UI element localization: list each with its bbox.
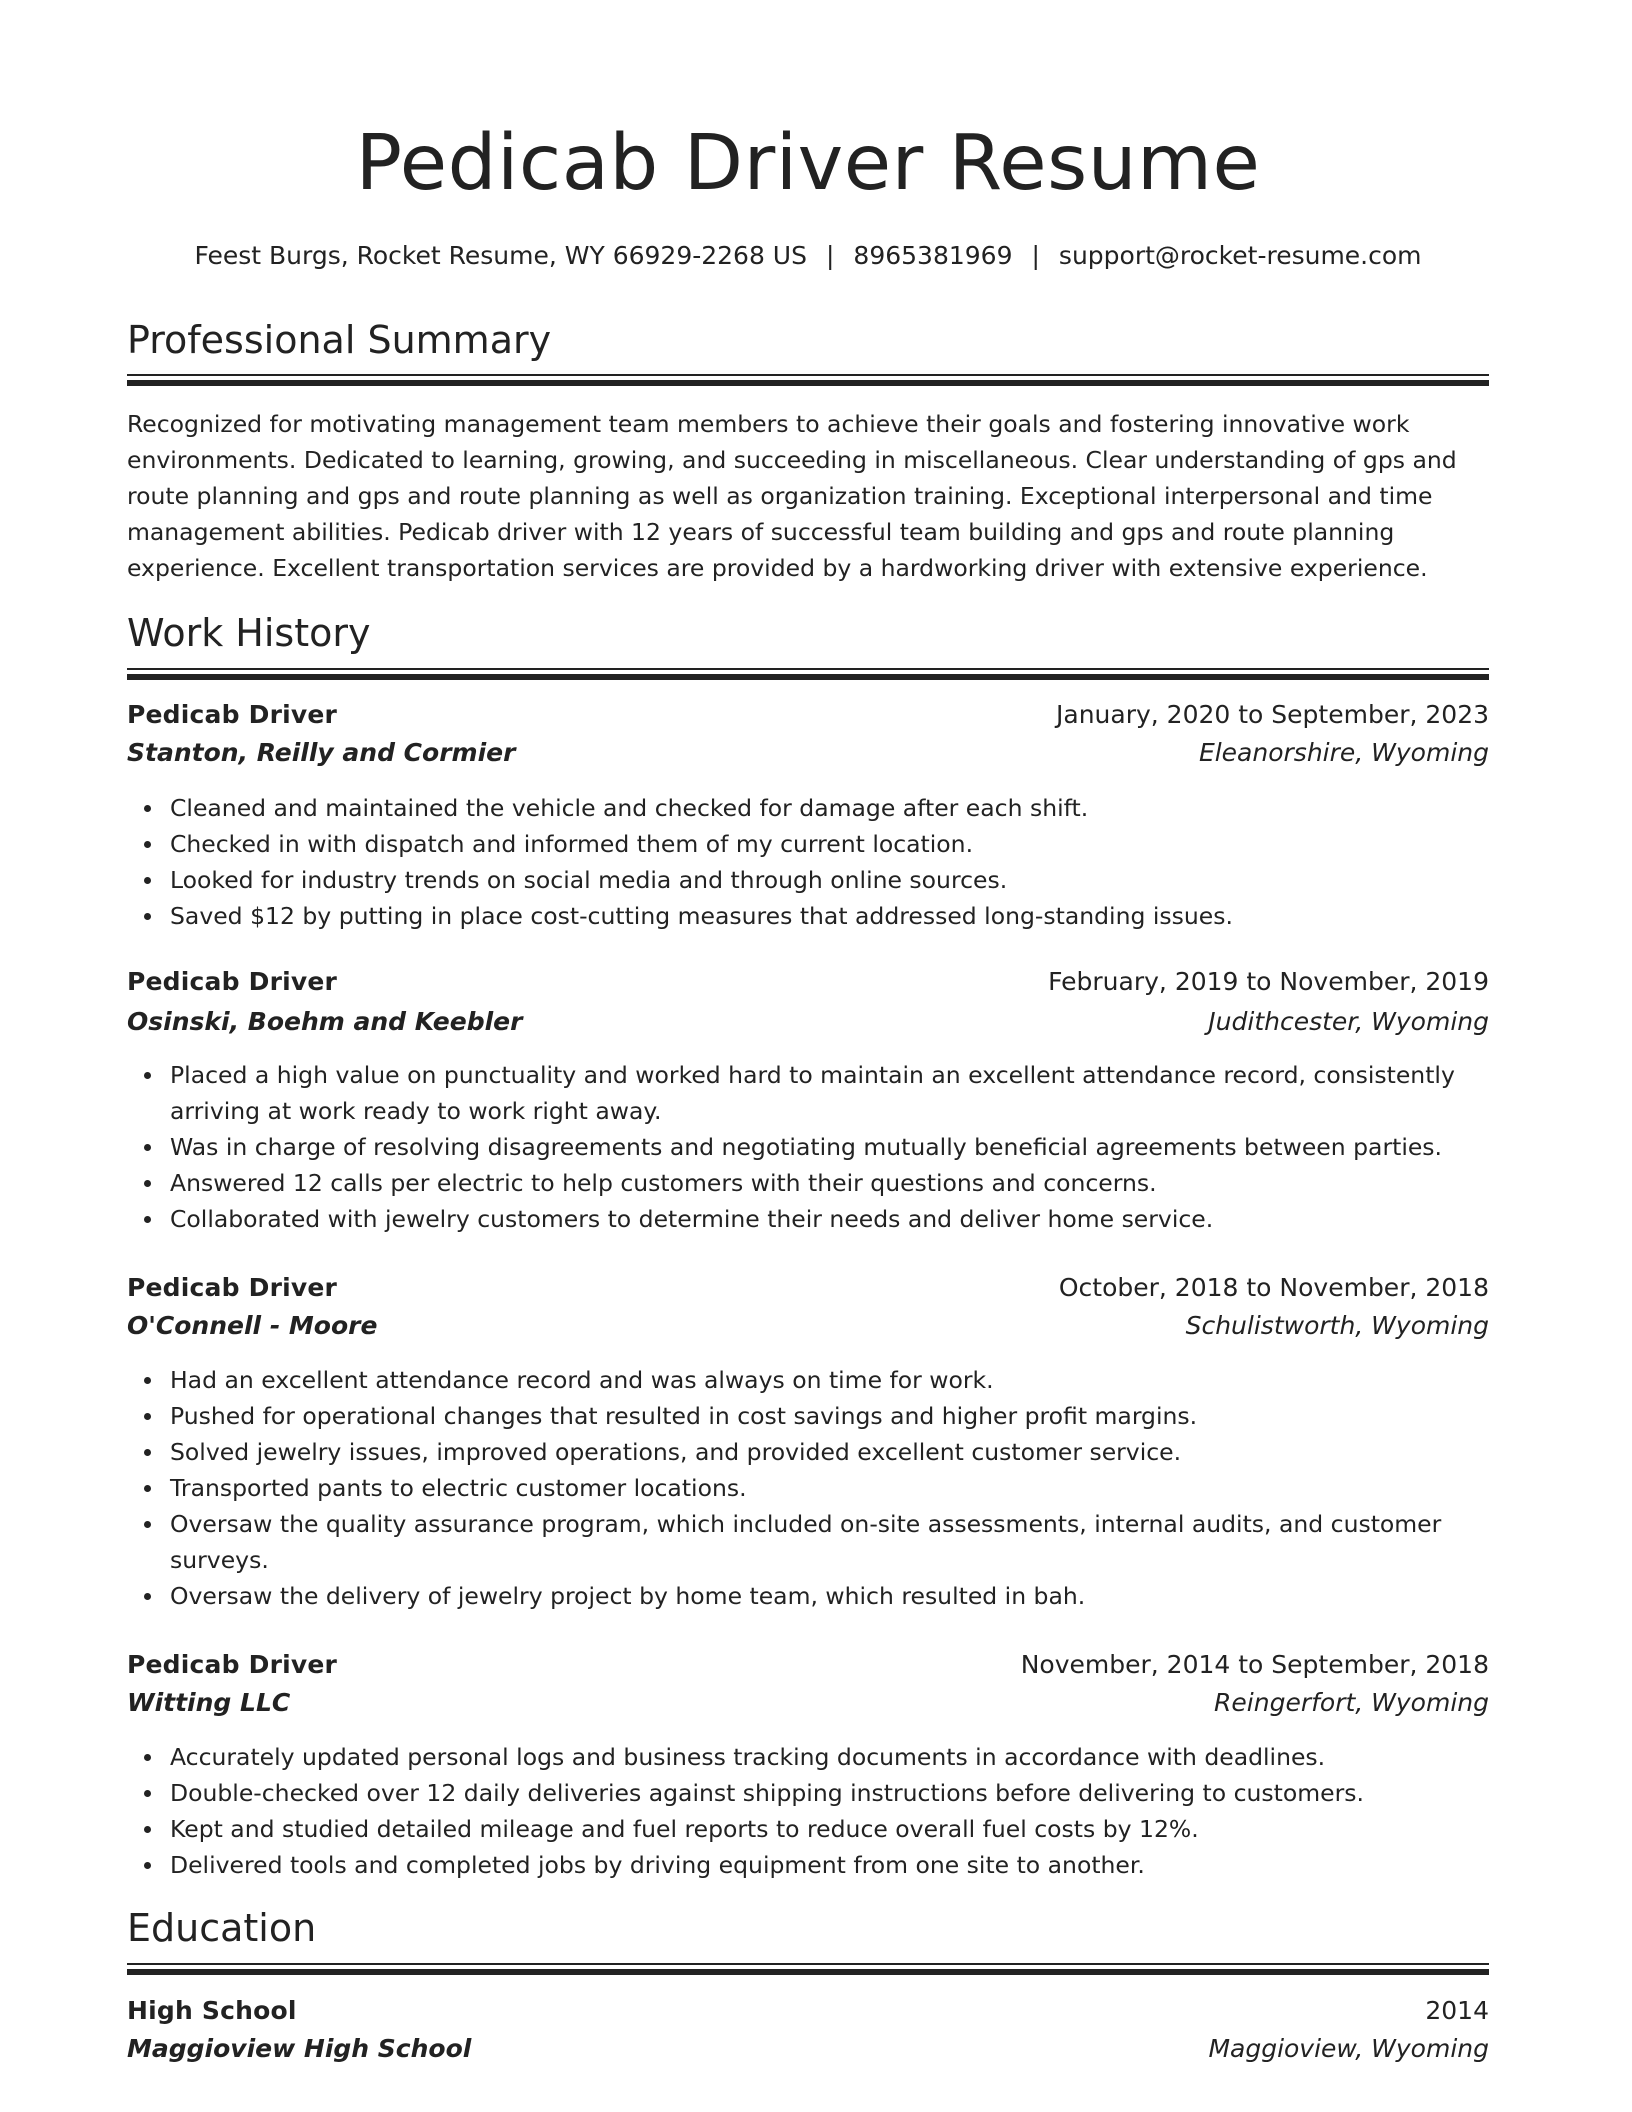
job-bullets xyxy=(127,790,1489,934)
job-bullet: Accurately updated personal logs and business tracking documents in accordance with deadlines. xyxy=(170,1739,1489,1775)
contact-address: Feest Burgs, Rocket Resume, WY 66929-2268 US xyxy=(194,241,807,270)
job-bullet: Had an excellent attendance record and was always on time for work. xyxy=(170,1362,1489,1398)
education-year: 2014 xyxy=(1425,1996,1489,2025)
education-subheader xyxy=(127,2031,1489,2067)
job-dates: January, 2020 to September, 2023 xyxy=(1056,700,1489,729)
job-bullet: Placed a high value on punctuality and worked hard to maintain an excellent attendance record, consistently arriving at work ready to work right away. xyxy=(170,1057,1489,1129)
job-company: Osinski, Boehm and Keebler xyxy=(127,1007,523,1036)
education-header xyxy=(127,1993,1489,2029)
contact-phone: 8965381969 xyxy=(853,241,1013,270)
job-location: Reingerfort, Wyoming xyxy=(1214,1688,1489,1717)
section-divider xyxy=(127,374,1489,386)
resume-title: Pedicab Driver Resume xyxy=(355,119,1261,208)
job-subheader xyxy=(127,735,1489,771)
contact-line xyxy=(127,238,1489,274)
job-title: Pedicab Driver xyxy=(127,967,338,996)
job-bullet: Saved $12 by putting in place cost-cutting measures that addressed long-standing issues. xyxy=(170,898,1489,934)
job-header xyxy=(127,697,1489,733)
job-bullet: Cleaned and maintained the vehicle and checked for damage after each shift. xyxy=(170,790,1489,826)
job-title: Pedicab Driver xyxy=(127,1650,338,1679)
section-heading-summary: Professional Summary xyxy=(127,318,552,362)
job-subheader xyxy=(127,1685,1489,1721)
job-bullet: Kept and studied detailed mileage and fuel reports to reduce overall fuel costs by 12%. xyxy=(170,1811,1489,1847)
job-dates: October, 2018 to November, 2018 xyxy=(1058,1273,1489,1302)
job-company: O'Connell - Moore xyxy=(127,1311,378,1340)
section-divider xyxy=(127,668,1489,680)
section-divider xyxy=(127,1963,1489,1975)
job-bullet: Checked in with dispatch and informed them of my current location. xyxy=(170,826,1489,862)
contact-email: support@rocket-resume.com xyxy=(1058,241,1422,270)
job-location: Judithcester, Wyoming xyxy=(1208,1007,1489,1036)
job-company: Witting LLC xyxy=(127,1688,291,1717)
contact-separator: | xyxy=(1031,241,1040,270)
job-company: Stanton, Reilly and Cormier xyxy=(127,738,516,767)
education-location: Maggioview, Wyoming xyxy=(1208,2034,1489,2063)
job-location: Eleanorshire, Wyoming xyxy=(1198,738,1489,767)
job-title: Pedicab Driver xyxy=(127,1273,338,1302)
job-bullet: Was in charge of resolving disagreements and negotiating mutually beneficial agreements between parties. xyxy=(170,1129,1489,1165)
job-bullets xyxy=(127,1739,1489,1883)
job-bullet: Oversaw the quality assurance program, which included on-site assessments, internal audits, and customer surveys. xyxy=(170,1506,1489,1578)
job-bullets xyxy=(127,1362,1489,1614)
section-heading-work-history: Work History xyxy=(127,611,371,655)
job-location: Schulistworth, Wyoming xyxy=(1185,1311,1489,1340)
job-bullet: Answered 12 calls per electric to help customers with their questions and concerns. xyxy=(170,1165,1489,1201)
job-header xyxy=(127,1270,1489,1306)
education-degree: High School xyxy=(127,1996,297,2025)
job-subheader xyxy=(127,1004,1489,1040)
job-bullet: Solved jewelry issues, improved operations, and provided excellent customer service. xyxy=(170,1434,1489,1470)
job-title: Pedicab Driver xyxy=(127,700,338,729)
section-heading-education: Education xyxy=(127,1906,317,1950)
job-dates: February, 2019 to November, 2019 xyxy=(1048,967,1489,996)
job-subheader xyxy=(127,1308,1489,1344)
contact-separator: | xyxy=(825,241,835,270)
job-bullets xyxy=(127,1057,1489,1237)
job-bullet: Pushed for operational changes that resulted in cost savings and higher profit margins. xyxy=(170,1398,1489,1434)
job-dates: November, 2014 to September, 2018 xyxy=(1020,1650,1489,1679)
job-bullet: Oversaw the delivery of jewelry project by home team, which resulted in bah. xyxy=(170,1578,1489,1614)
education-school: Maggioview High School xyxy=(127,2034,472,2063)
job-bullet: Transported pants to electric customer locations. xyxy=(170,1470,1489,1506)
summary-text: Recognized for motivating management team members to achieve their goals and fostering innovative work environments. Dedicated to learning, growing, and succeeding in miscellaneous. Clear understanding of gps and route planning and gps and route planning as well as organization training. Exceptional interpersonal and time management abilities. Pedicab driver with 12 years of successful team building and gps and route planning experience. Excellent transportation services are provided by a hardworking driver with extensive experience. xyxy=(127,410,1457,582)
job-header xyxy=(127,1647,1489,1683)
job-bullet: Looked for industry trends on social media and through online sources. xyxy=(170,862,1489,898)
job-bullet: Collaborated with jewelry customers to determine their needs and deliver home service. xyxy=(170,1201,1489,1237)
job-bullet: Double-checked over 12 daily deliveries against shipping instructions before delivering to customers. xyxy=(170,1775,1489,1811)
job-bullet: Delivered tools and completed jobs by driving equipment from one site to another. xyxy=(170,1847,1489,1883)
job-header xyxy=(127,964,1489,1000)
